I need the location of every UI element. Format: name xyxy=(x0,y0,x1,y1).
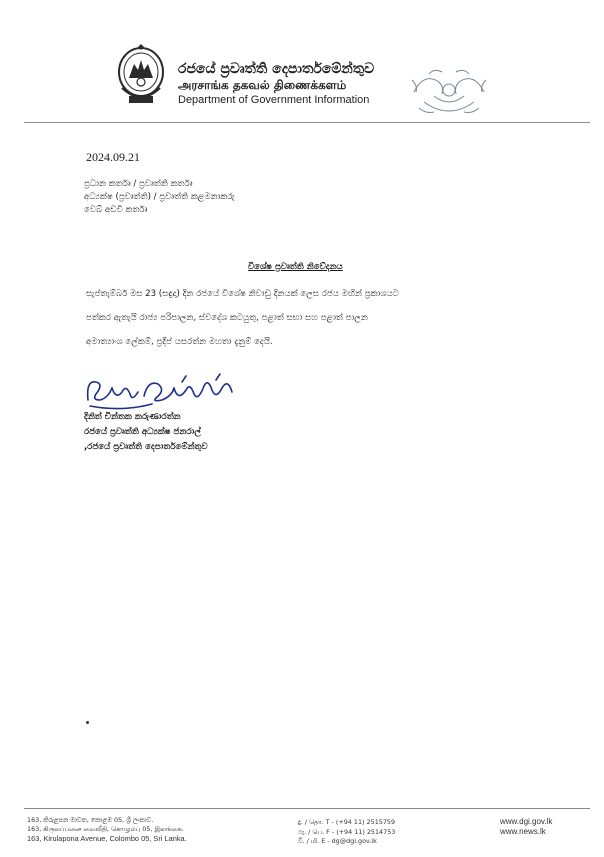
department-name xyxy=(178,62,374,106)
signatory-name: දිනිත් චින්තක කරුණාරත්න xyxy=(84,412,181,422)
address-line: 163, கிருலப்பனை வைவீதி, கொழும்பு 05, இலங்கை. xyxy=(27,825,184,834)
signatory-block xyxy=(84,410,208,455)
email-line[interactable]: වි. / மி. E - dg@dgi.gov.lk xyxy=(298,837,377,846)
department-name-sinhala: රජයේ ප්‍රවෘත්ති දෙපාර්තමේන්තුව xyxy=(178,61,375,77)
header-divider xyxy=(24,122,590,123)
body-line: අමාත්‍යාංශ ලේකම්, ප්‍රදීප් යසරත්න මහතා දැනුම් දෙයි. xyxy=(86,337,273,347)
national-emblem-icon xyxy=(116,44,166,106)
address-line: 163, කිරුළපන මාවත, කොළඹ 05, ශ්‍රී ලංකාව. xyxy=(27,816,154,824)
recipients-list xyxy=(84,178,235,217)
footer-websites xyxy=(500,817,552,837)
website-link[interactable]: www.news.lk xyxy=(500,827,546,836)
recipient-line: අධ්‍යක්ෂ (ප්‍රවෘත්ති) / ප්‍රවෘත්ති කළමනාකරු xyxy=(84,192,235,202)
footer-contacts xyxy=(298,818,395,847)
swan-motif-icon xyxy=(404,62,494,122)
department-name-english: Department of Government Information xyxy=(178,94,370,106)
signatory-title: රජයේ ප්‍රවෘත්ති අධ්‍යක්ෂ ජනරාල් xyxy=(84,427,201,437)
footer-address xyxy=(27,816,187,844)
ink-dot xyxy=(86,721,89,724)
department-name-tamil: அரசாங்க தகவல் திணைக்களம் xyxy=(178,78,347,92)
website-link[interactable]: www.dgi.gov.lk xyxy=(500,817,553,826)
recipient-line: වෙබ් අඩවි කර්තෘ xyxy=(84,205,148,215)
body-line: පත්කර ඇතැයි රාජ්‍ය පරිපාලන, ස්වදේශ කටයුතු, පළාත් සභා සහ පළාත් පාලන xyxy=(86,313,368,323)
letter-date: 2024.09.21 xyxy=(86,150,140,164)
phone-line: දු. / தொ. T - (+94 11) 2515759 xyxy=(298,818,396,826)
fax-line: ෆැ. / பெ. F - (+94 11) 2514753 xyxy=(298,827,396,836)
recipient-line: ප්‍රධාන කර්තෘ / ප්‍රවෘත්ති කර්තෘ xyxy=(84,179,193,189)
address-line: 163, Kirulapona Avenue, Colombo 05, Sri Lanka. xyxy=(27,834,187,844)
body-line: සැප්තැම්බර් මස 23 (සඳුදා) දින රජයේ විශේෂ නිවාඩු දිනයක් ලෙස රජය මඟින් ප්‍රකාශයට xyxy=(86,289,399,299)
notice-title: විශේෂ ප්‍රවෘත්ති නිවේදනය xyxy=(248,262,343,272)
signatory-department: ,රජයේ ප්‍රවෘත්ති දෙපාර්තමේන්තුව xyxy=(84,442,208,452)
signature xyxy=(82,370,242,414)
notice-body xyxy=(86,282,574,354)
footer-divider xyxy=(24,808,590,809)
